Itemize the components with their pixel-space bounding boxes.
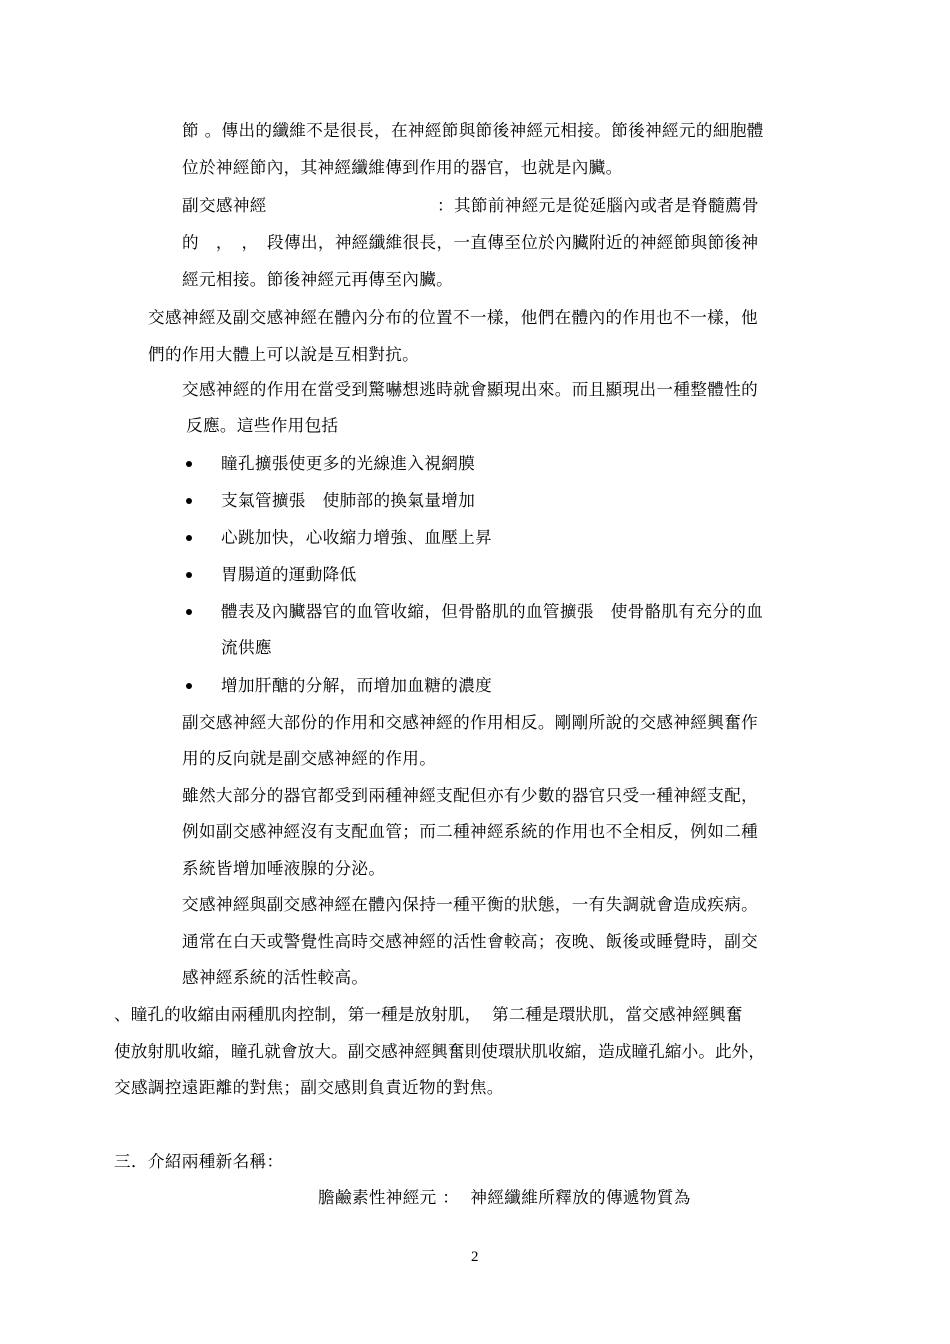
para3-line1: 交感神經及副交感神經在體內分布的位置不一樣，他們在體內的作用也不一樣，他 [148,308,758,327]
bullet-dot-4 [186,572,192,578]
bullet-dot-5 [186,609,192,615]
bullet-dot-1 [186,461,192,467]
para4-line1: 交感神經的作用在當受到驚嚇想逃時就會顯現出來。而且顯現出一種整體性的 [182,380,759,399]
para7-line2: 通常在白天或警覺性高時交感神經的活性會較高；夜晚、飯後或睡覺時，副交 [182,932,759,951]
bullet-item-2: 支氣管擴張 使肺部的換氣量增加 [221,491,476,510]
para2-line3: 經元相接。節後神經元再傳至內臟。 [182,270,454,289]
bullet-item-1: 瞳孔擴張使更多的光線進入視網膜 [221,454,476,473]
para8-line3: 交感調控遠距離的對焦；副交感則負責近物的對焦。 [114,1078,504,1097]
para6-line2: 例如副交感神經沒有支配血管；而二種神經系統的作用也不全相反，例如二種 [182,822,759,841]
para5-line2: 用的反向就是副交感神經的作用。 [182,749,437,768]
bullet-dot-3 [186,535,192,541]
bullet-dot-2 [186,498,192,504]
bullet-item-5-line2: 流供應 [221,638,272,657]
para4-line2: 反應。這些作用包括 [186,416,339,435]
bullet-item-5-line1: 體表及內臟器官的血管收縮，但骨骼肌的血管擴張 使骨骼肌有充分的血 [221,602,764,621]
section-heading: 三．介紹兩種新名稱： [114,1152,284,1171]
section-subitem: 膽鹼素性神經元 ： 神經纖維所釋放的傳遞物質為 [318,1188,691,1207]
page-number: 2 [471,1249,479,1265]
para2-line2: 的 ， ， 段傳出，神經纖維很長，一直傳至位於內臟附近的神經節與節後神 [182,233,759,252]
para8-line1: 、瞳孔的收縮由兩種肌肉控制，第一種是放射肌， 第二種是環狀肌，當交感神經興奮 [114,1005,743,1024]
para2-term: 副交感神經 [182,196,267,215]
para7-line1: 交感神經與副交感神經在體內保持一種平衡的狀態，一有失調就會造成疾病。 [182,895,759,914]
para6-line1: 雖然大部分的器官都受到兩種神經支配但亦有少數的器官只受一種神經支配， [182,786,759,805]
bullet-item-3: 心跳加快，心收縮力增強、血壓上昇 [221,528,493,547]
para3-line2: 們的作用大體上可以說是互相對抗。 [148,345,420,364]
para6-line3: 系統皆增加唾液腺的分泌。 [182,859,386,878]
bullet-item-4: 胃腸道的運動降低 [221,565,357,584]
para8-line2: 使放射肌收縮，瞳孔就會放大。副交感神經興奮則使環狀肌收縮，造成瞳孔縮小。此外， [114,1042,766,1061]
para1-line1: 節 。傳出的纖維不是很長，在神經節與節後神經元相接。節後神經元的細胞體 [182,121,764,140]
para5-line1: 副交感神經大部份的作用和交感神經的作用相反。剛剛所說的交感神經興奮作 [182,713,759,732]
bullet-item-6: 增加肝醣的分解，而增加血糖的濃度 [221,676,493,695]
para2-line1: ：其節前神經元是從延腦內或者是脊髓薦骨 [437,196,759,215]
bullet-dot-6 [186,683,192,689]
para7-line3: 感神經系統的活性較高。 [182,968,369,987]
para1-line2: 位於神經節內，其神經纖維傳到作用的器官，也就是內臟。 [182,158,623,177]
